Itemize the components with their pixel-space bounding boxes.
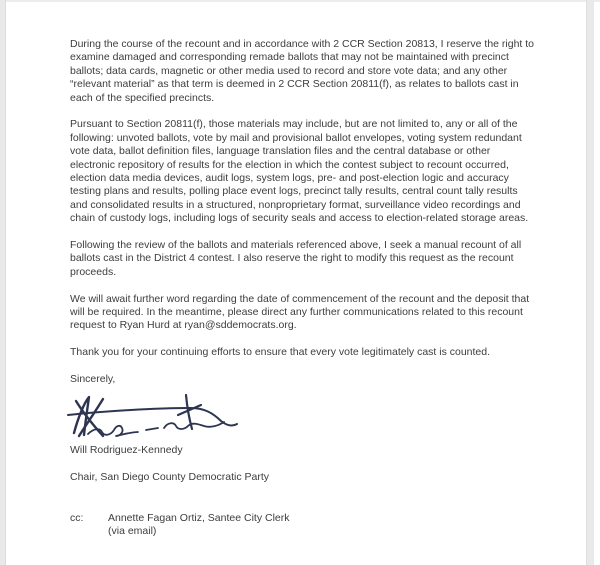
page-edge-top xyxy=(0,0,600,2)
letter-paragraph: Pursuant to Section 20811(f), those materials may include, but are not limited to, any or all of the following: unvoted ballots, vote by mail and provisional ballot envelopes, voting system redundant vote data, ballot definition files, language translation files and the central database or other electronic repository of results for the election in which the contest subject to recount occurred, election data media devices, audit logs, system logs, pre- and post-election logic and accuracy testing plans and results, polling place event logs, precinct tally results, central count tally results and consolidated results in a structured, nonproprietary format, surveillance video recordings and chain of custody logs, including logs of security seals and access to election-related storage areas. xyxy=(70,118,529,225)
cc-block xyxy=(70,512,534,539)
cc-note: (via email) xyxy=(108,525,157,538)
letter-paragraph: Thank you for your continuing efforts to ensure that every vote legitimately cast is counted. xyxy=(70,346,491,359)
letter-paragraph: We will await further word regarding the date of commencement of the recount and the deposit that will be required. In the meantime, please direct any further communications related to this recount request to Ryan Hurd at ryan@sddemocrats.org. xyxy=(70,292,530,332)
cc-label: cc: xyxy=(70,511,84,524)
letter-paragraph: During the course of the recount and in accordance with 2 CCR Section 20813, I reserve the right to examine damaged and corresponding remade ballots that may not be maintained with precinct ballots; data cards, magnetic or other media used to record and store vote data; and any other “relevant material” as that term is deemed in 2 CCR Section 20811(f), as relates to ballots cast in each of the specified precincts. xyxy=(70,38,535,104)
signature-stroke xyxy=(68,408,237,425)
page-edge-left xyxy=(0,0,6,565)
cc-recipient-lines xyxy=(108,512,290,539)
signature-stroke xyxy=(76,399,103,436)
letter-paragraph: Following the review of the ballots and materials referenced above, I seek a manual recount of all ballots cast in the District 4 contest. I also reserve the right to modify this request as the recount proceeds. xyxy=(70,239,522,278)
signer-name: Will Rodriguez-Kennedy xyxy=(70,444,183,457)
signature-stroke xyxy=(88,422,224,436)
signature-handwritten xyxy=(66,388,256,444)
letter-body xyxy=(70,38,534,539)
signer-title: Chair, San Diego County Democratic Party xyxy=(70,471,270,484)
letter-closing: Sincerely, xyxy=(70,373,116,386)
page-edge-right xyxy=(586,0,594,565)
cc-recipient: Annette Fagan Ortiz, Santee City Clerk xyxy=(108,511,290,524)
